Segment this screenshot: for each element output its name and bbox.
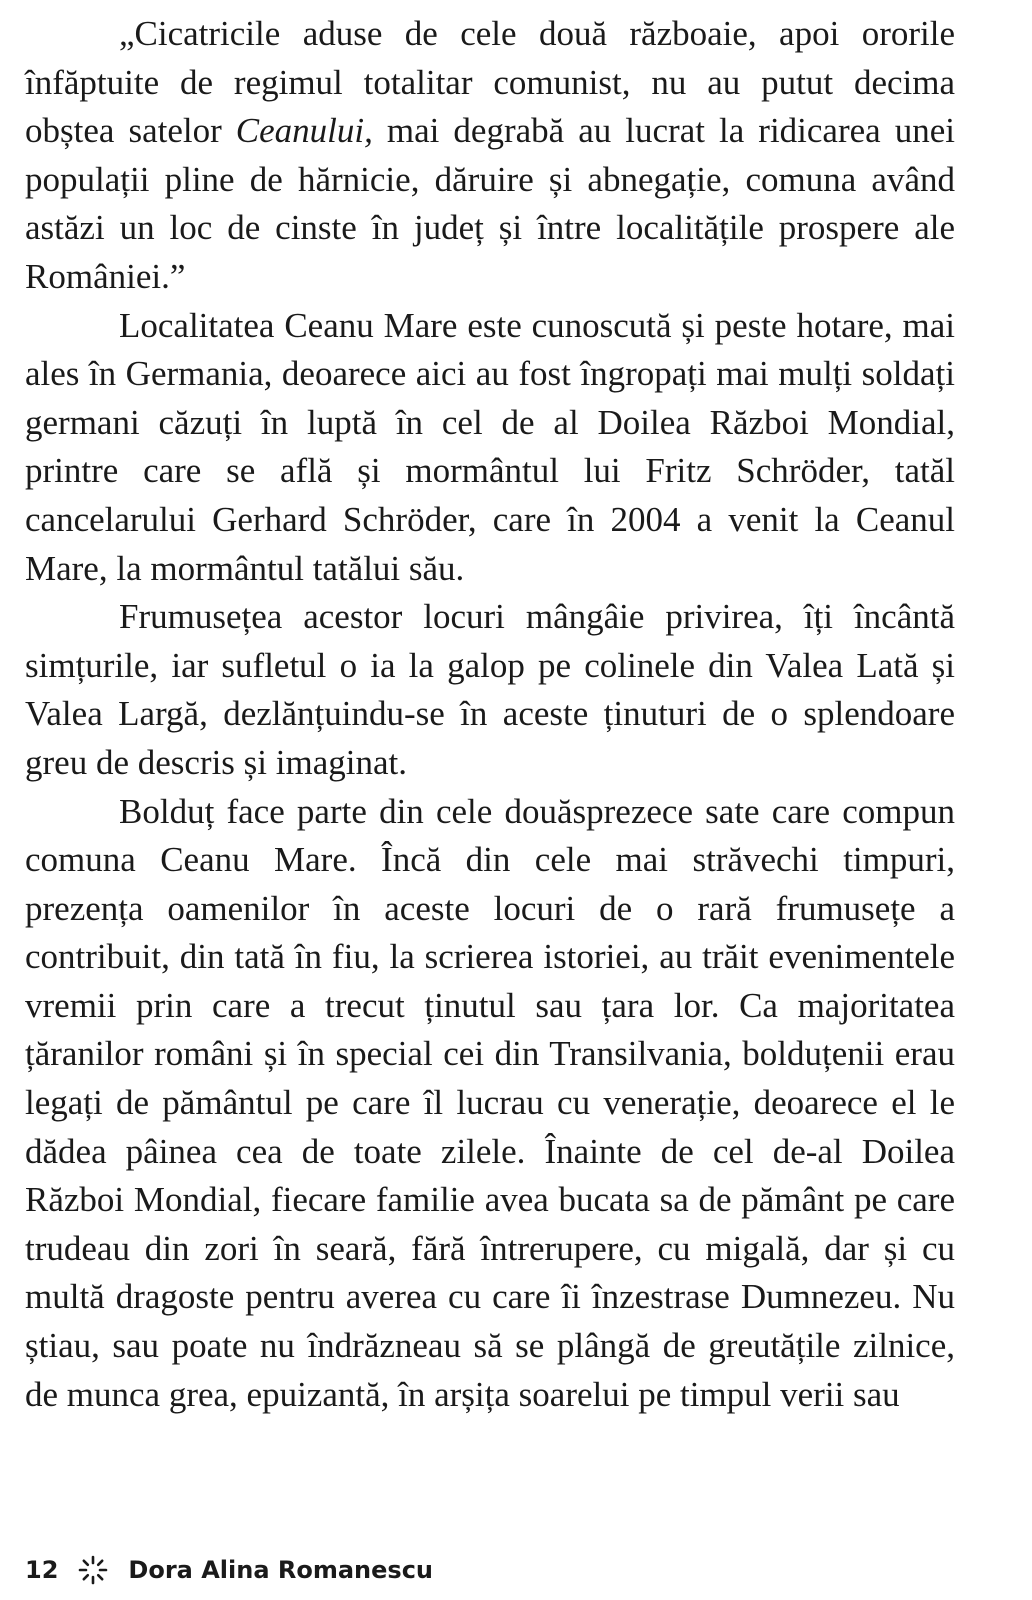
paragraph-1-italic: Ceanului,	[235, 111, 373, 151]
paragraph-2: Localitatea Ceanu Mare este cunoscută și peste hotare, mai ales în Germania, deoarece aici au fost îngropați mai mulți soldați germani căzuți în luptă în cel de al Doilea Război Mondial, printre care se află și mormântul lui Fritz Schröder, tatăl cancelarului Gerhard Schröder, care în 2004 a venit la Ceanul Mare, la mormântul tatălui său.	[25, 305, 955, 588]
paragraph-3: Frumusețea acestor locuri mângâie privirea, îți încântă simțurile, iar sufletul o ia la galop pe colinele din Valea Lată și Valea Largă, dezlănțuindu-se în aceste ținuturi de o splendoare greu de descris și imaginat.	[25, 597, 955, 782]
paragraph-1-end: mai degrabă au lucrat la ridicarea unei populații pline de hărnicie, dăruire și abnegație, comuna având astăzi un loc de cinste în județ și între localitățile prospere ale României.”	[25, 111, 955, 296]
page-number: 12	[25, 1556, 59, 1584]
paragraph-4: Bolduț face parte din cele douăsprezece sate care compun comuna Ceanu Mare. Încă din cele mai străvechi timpuri, prezența oamenilor în aceste locuri de o rară frumusețe a contribuit, din tată în fiu, la scrierea istoriei, au trăit evenimentele vremii prin care a trecut ținutul sau țara lor. Ca majoritatea țăranilor români și în special cei din Transilvania, bolduțenii erau legați de pământul pe care îl lucrau cu venerație, deoarece el le dădea pâinea cea de toate zilele. Înainte de cel de-al Doilea Război Mondial, fiecare familie avea bucata sa de pământ pe care trudeau din zori în seară, fără întrerupere, cu migală, dar și cu multă dragoste pentru averea cu care îi înzestrase Dumnezeu. Nu știau, sau poate nu îndrăzneau să se plângă de greutățile zilnice, de munca grea, epuizantă, în arșița soarelui pe timpul verii sau	[25, 791, 955, 1414]
paragraph-1-start: „Cicatricile aduse de cele două războaie, apoi ororile înfăptuite de regimul totalitar comunist, nu au putut decima obștea satelor	[25, 14, 955, 151]
body-text	[25, 10, 955, 1419]
sunburst-ornament-icon	[78, 1555, 108, 1585]
author-name: Dora Alina Romanescu	[128, 1556, 433, 1584]
paragraph-1	[25, 10, 955, 302]
page-footer	[25, 1550, 433, 1590]
